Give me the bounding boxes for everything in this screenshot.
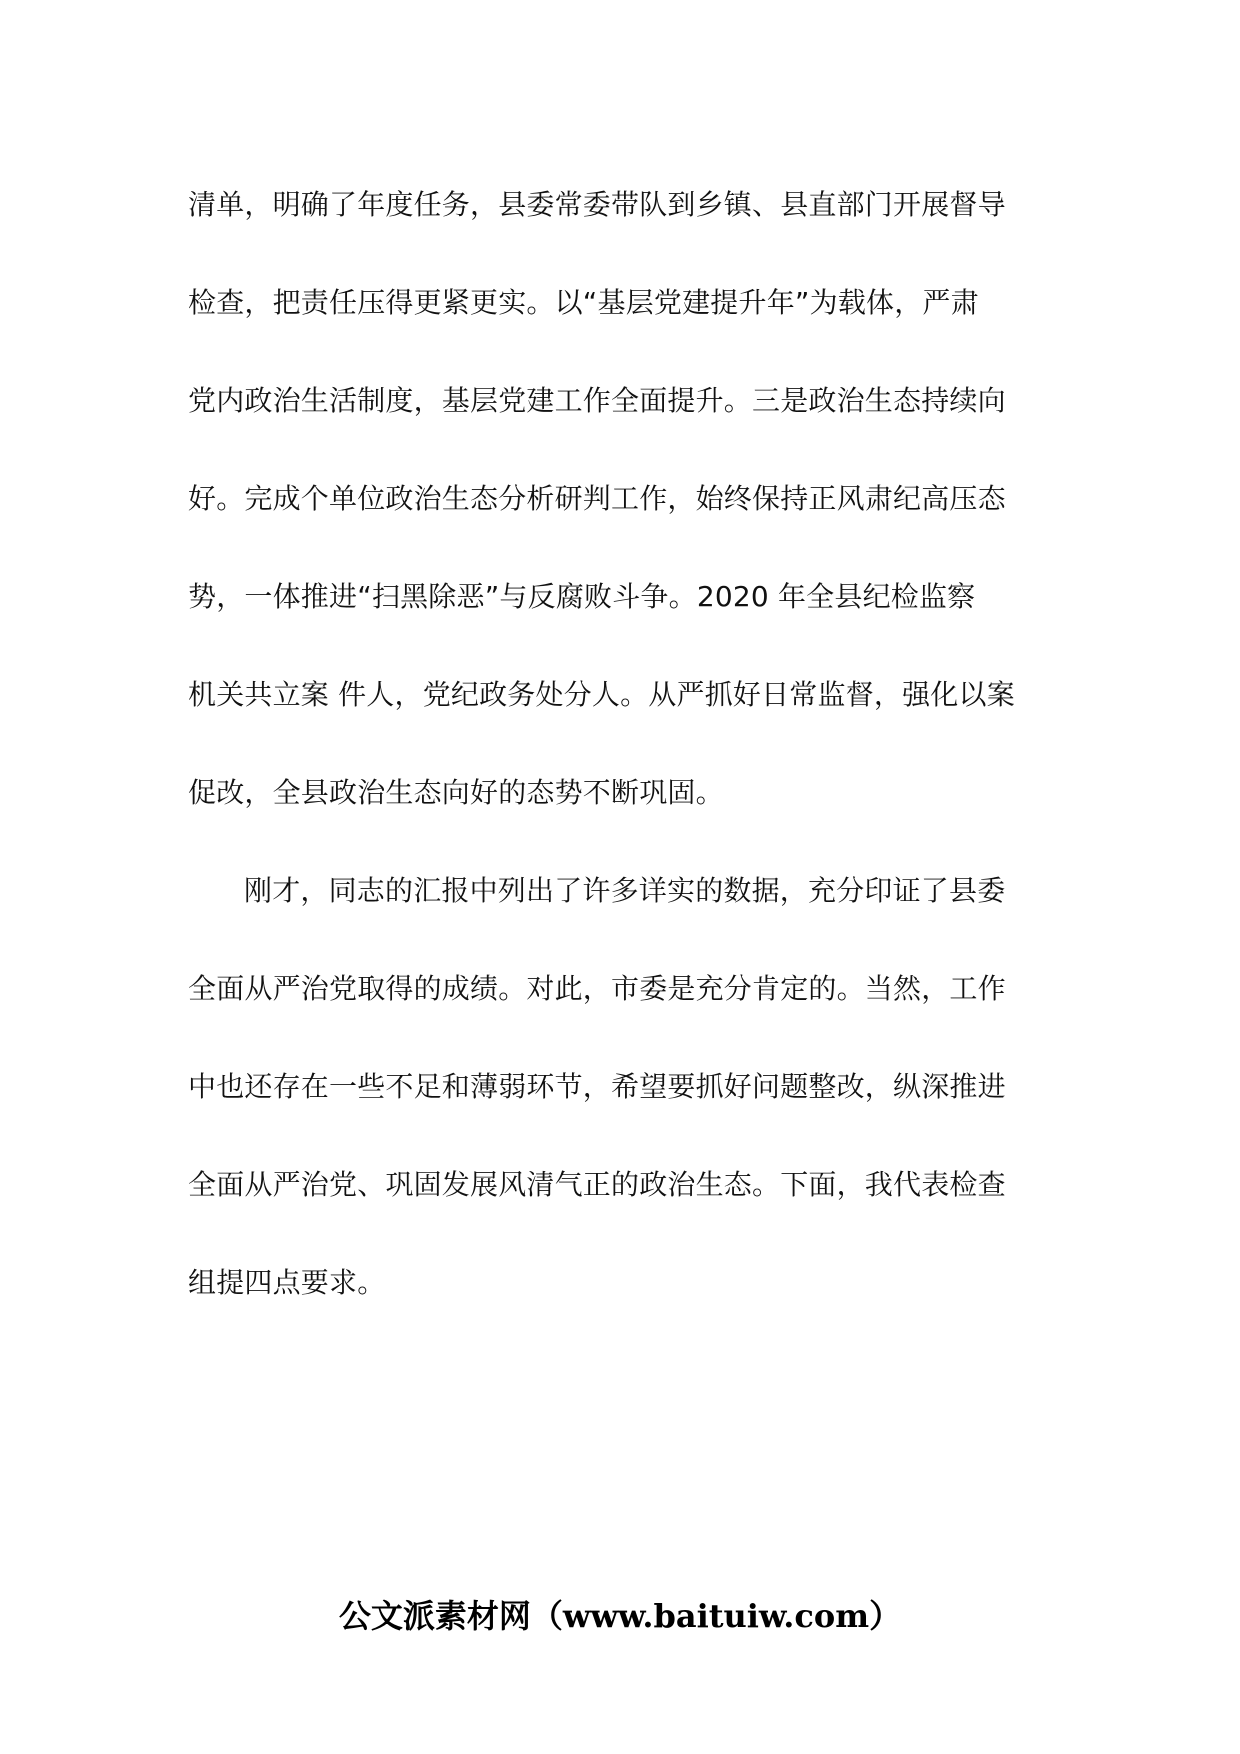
footer-watermark: 公文派素材网（www.baituiw.com） bbox=[338, 1597, 902, 1635]
text-line: 好。完成个单位政治生态分析研判工作，始终保持正风肃纪高压态 bbox=[188, 482, 1006, 515]
paragraph-1 bbox=[188, 156, 1068, 842]
paragraph-2 bbox=[188, 842, 1068, 1332]
body-text bbox=[188, 156, 1068, 1332]
text-line: 机关共立案 件人，党纪政务处分人。从严抓好日常监督，强化以案 bbox=[188, 678, 1015, 711]
text-line: 党内政治生活制度，基层党建工作全面提升。三是政治生态持续向 bbox=[188, 384, 1006, 417]
text-line: 全面从严治党取得的成绩。对此，市委是充分肯定的。当然，工作 bbox=[188, 972, 1006, 1005]
text-line: 促改，全县政治生态向好的态势不断巩固。 bbox=[188, 776, 724, 809]
text-line: 检查，把责任压得更紧更实。以“基层党建提升年”为载体，严肃 bbox=[188, 286, 979, 319]
text-line: 势，一体推进“扫黑除恶”与反腐败斗争。2020 年全县纪检监察 bbox=[188, 580, 976, 613]
text-line: 全面从严治党、巩固发展风清气正的政治生态。下面，我代表检查 bbox=[188, 1168, 1006, 1201]
text-line: 中也还存在一些不足和薄弱环节，希望要抓好问题整改，纵深推进 bbox=[188, 1070, 1006, 1103]
text-line: 组提四点要求。 bbox=[188, 1266, 386, 1299]
text-line-indented: 刚才，同志的汇报中列出了许多详实的数据，充分印证了县委 bbox=[244, 874, 1006, 907]
text-line: 清单，明确了年度任务，县委常委带队到乡镇、县直部门开展督导 bbox=[188, 188, 1006, 221]
